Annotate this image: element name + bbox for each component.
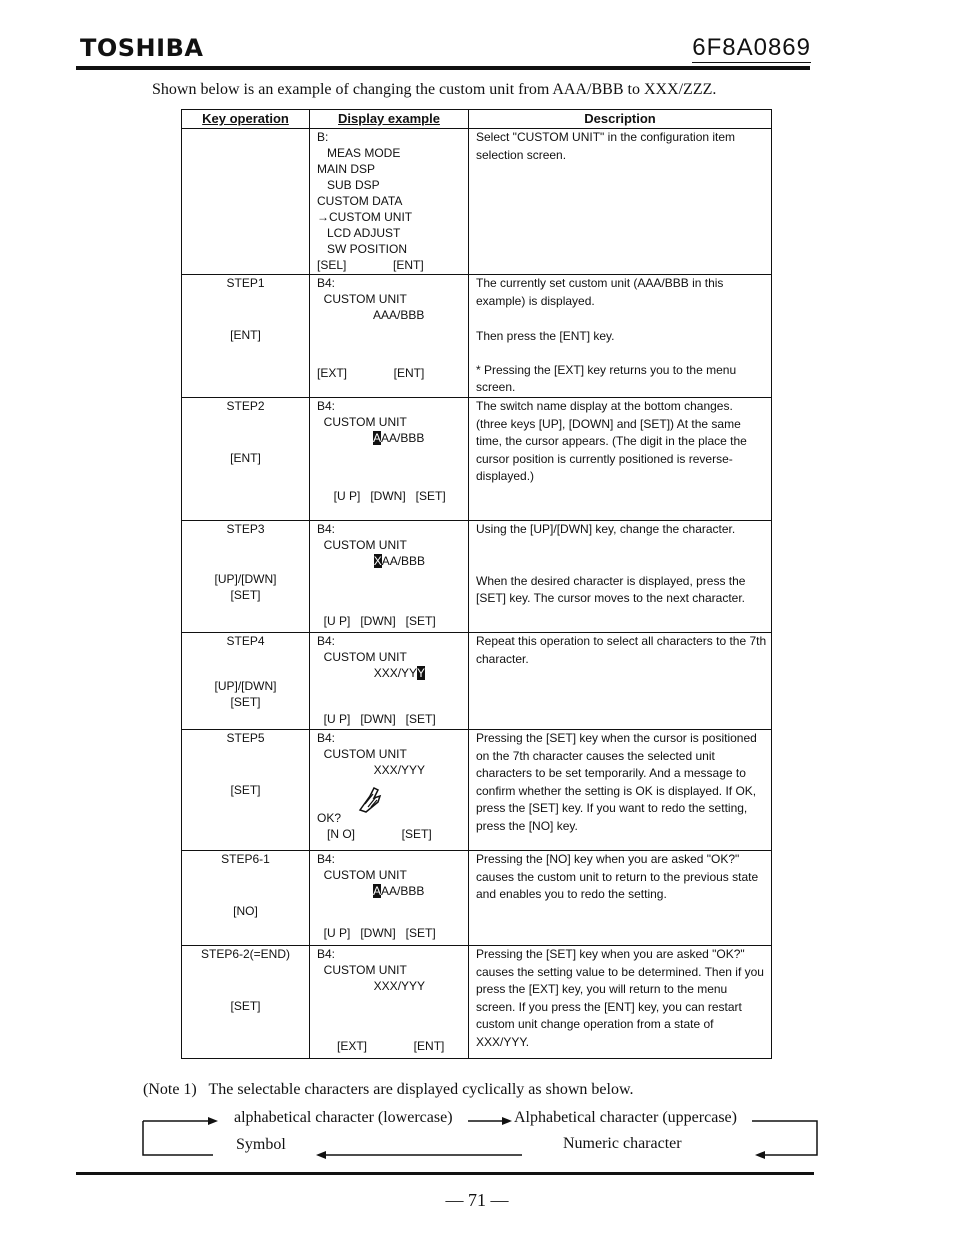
header-display-example: Display example [310,110,469,129]
cursor-char: Y [417,666,426,680]
header-rule [76,66,810,70]
description-cell: Select "CUSTOM UNIT" in the configuration item selection screen. [469,129,772,275]
key-cell: STEP2 [ENT] [182,398,310,521]
table-row [182,129,772,275]
custom-unit-value: AAA/BBB [373,884,425,898]
header-key-operation: Key operation [182,110,310,129]
document-number: 6F8A0869 [692,34,811,61]
cursor-char: A [373,884,382,898]
table-row [182,946,772,1059]
key-cell: STEP3 [UP]/[DWN] [SET] [182,521,310,633]
description-cell: Pressing the [NO] key when you are asked "OK?" causes the custom unit to return to the previous state and enables you to redo the setting. [469,851,772,946]
cycle-diagram-arrows [0,1100,954,1180]
key-cell: STEP6-1 [NO] [182,851,310,946]
key-cell: STEP6-2(=END) [SET] [182,946,310,1059]
display-cell: B: MEAS MODE MAIN DSP SUB DSP CUSTOM DATA →CUSTOM UNIT LCD ADJUST SW POSITION [SEL] [ENT] [310,129,469,275]
description-cell: Using the [UP]/[DWN] key, change the character. When the desired character is displayed, press the [SET] key. The cursor moves to the next character. [469,521,772,633]
table-row [182,851,772,946]
brand-logo: TOSHIBA [80,34,204,62]
description-cell: The switch name display at the bottom changes. (three keys [UP], [DOWN] and [SET]) At the same time, the cursor appears. (The digit in the place the cursor position is currently positioned is reverse-displayed.) [469,398,772,521]
cycle-uppercase: Alphabetical character (uppercase) [514,1109,737,1126]
display-cell: B4: CUSTOM UNIT AAA/BBB [U P] [DWN] [SET] [310,851,469,946]
description-cell: Pressing the [SET] key when the cursor is positioned on the 7th character causes the selected unit characters to be set temporarily. And a message to confirm whether the setting is OK is displayed. If OK, press the [SET] key. If you want to redo the setting, press the [NO] key. [469,730,772,851]
note-label: (Note 1) [143,1081,197,1098]
pointing-hand-icon [356,784,382,814]
page-number: — 71 — [445,1190,509,1210]
display-cell: B4: CUSTOM UNIT AAA/BBB [U P] [DWN] [SET] [310,398,469,521]
custom-unit-value: AAA/BBB [373,431,425,445]
cycle-lowercase: alphabetical character (lowercase) [234,1109,453,1126]
intro-text: Shown below is an example of changing the custom unit from AAA/BBB to XXX/ZZZ. [152,81,717,98]
custom-unit-value: XAA/BBB [373,554,426,568]
key-cell: STEP5 [SET] [182,730,310,851]
description-cell: Pressing the [SET] key when you are asked "OK?" causes the setting value to be determined. Then if you press the [EXT] key, you will return to the menu screen. If you press the [ENT] key, you can restart custom unit change operation from a state of XXX/YYY. [469,946,772,1059]
display-cell: B4: CUSTOM UNIT AAA/BBB [EXT] [ENT] [310,275,469,398]
display-cell: B4: CUSTOM UNIT XXX/YYY [EXT] [ENT] [310,946,469,1059]
table-row [182,398,772,521]
custom-unit-value: XXX/YYY [373,666,426,680]
footer-rule [76,1172,814,1175]
display-cell: B4: CUSTOM UNIT XXX/YYY [U P] [DWN] [SET] [310,633,469,730]
table-row [182,275,772,398]
key-cell: STEP4 [UP]/[DWN] [SET] [182,633,310,730]
note-text: The selectable characters are displayed cyclically as shown below. [208,1081,634,1098]
cursor-char: X [373,554,382,568]
table-row [182,730,772,851]
procedure-table [181,109,772,1059]
cycle-numeric: Numeric character [563,1135,682,1152]
description-cell: Repeat this operation to select all characters to the 7th character. [469,633,772,730]
cursor-char: A [373,431,382,445]
display-cell: B4: CUSTOM UNIT XAA/BBB [U P] [DWN] [SET] [310,521,469,633]
key-cell [182,129,310,275]
table-row [182,521,772,633]
display-cell: B4: CUSTOM UNIT XXX/YYY OK? [N O] [SET] [310,730,469,851]
cycle-symbol: Symbol [236,1136,286,1153]
note-line [143,1081,633,1099]
description-cell: The currently set custom unit (AAA/BBB in this example) is displayed. Then press the [ENT] key. * Pressing the [EXT] key returns you to the menu screen. [469,275,772,398]
table-header-row [182,110,772,129]
header-description: Description [469,110,772,129]
key-cell: STEP1 [ENT] [182,275,310,398]
table-row [182,633,772,730]
